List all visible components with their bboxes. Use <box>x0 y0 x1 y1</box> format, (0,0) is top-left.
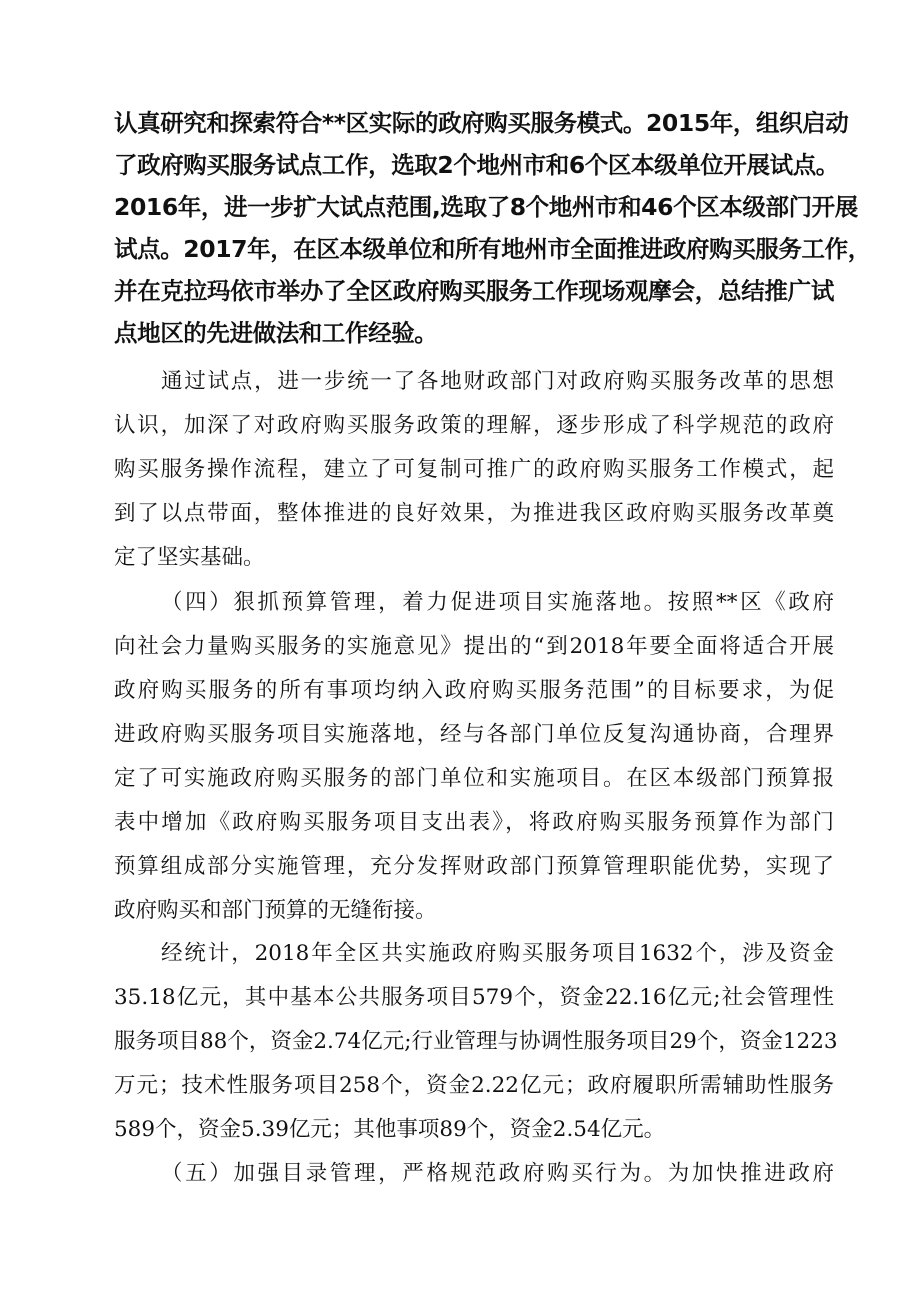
paragraph-4-line-2: 35.18亿元，其中基本公共服务项目579个，资金22.16亿元;社会管理性 <box>114 985 834 1010</box>
paragraph-5-line-1: （五）加强目录管理，严格规范政府购买行为。为加快推进政府 <box>161 1161 834 1186</box>
paragraph-3-line-8: 政府购买和部门预算的无缝衔接。 <box>114 898 437 923</box>
paragraph-4-line-1: 经统计，2018年全区共实施政府购买服务项目1632个，涉及资金 <box>161 941 834 966</box>
paragraph-1-line-6: 点地区的先进做法和工作经验。 <box>114 319 438 347</box>
paragraph-4-line-3: 服务项目88个，资金2.74亿元;行业管理与协调性服务项目29个，资金1223 <box>114 1029 838 1054</box>
paragraph-2-line-1: 通过试点，进一步统一了各地财政部门对政府购买服务改革的思想 <box>161 369 834 394</box>
paragraph-4-line-4: 万元；技术性服务项目258个，资金2.22亿元；政府履职所需辅助性服务 <box>114 1073 834 1098</box>
paragraph-3-line-6: 表中增加《政府购买服务项目支出表》，将政府购买服务预算作为部门 <box>114 810 834 835</box>
paragraph-3-line-7: 预算组成部分实施管理，充分发挥财政部门预算管理职能优势，实现了 <box>114 854 834 879</box>
paragraph-3-line-5: 定了可实施政府购买服务的部门单位和实施项目。在区本级部门预算报 <box>114 766 834 791</box>
paragraph-3-line-3: 政府购买服务的所有事项均纳入政府购买服务范围”的目标要求，为促 <box>114 678 834 703</box>
paragraph-2-line-5: 定了坚实基础。 <box>114 545 265 570</box>
paragraph-4-line-5: 589个，资金5.39亿元；其他事项89个，资金2.54亿元。 <box>114 1117 666 1142</box>
paragraph-3-line-4: 进政府购买服务项目实施落地，经与各部门单位反复沟通协商，合理界 <box>114 722 834 747</box>
paragraph-3-line-2: 向社会力量购买服务的实施意见》提出的“到2018年要全面将适合开展 <box>114 634 834 659</box>
paragraph-1-line-2: 了政府购买服务试点工作，选取2个地州市和6个区本级单位开展试点。 <box>114 151 839 179</box>
paragraph-3-line-1: （四）狠抓预算管理，着力促进项目实施落地。按照**区《政府 <box>161 590 834 615</box>
paragraph-1-line-1: 认真研究和探索符合**区实际的政府购买服务模式。2015年，组织启动 <box>114 109 849 137</box>
paragraph-1-line-5: 并在克拉玛依市举办了全区政府购买服务工作现场观摩会，总结推广试 <box>114 277 834 305</box>
paragraph-2-line-2: 认识，加深了对政府购买服务政策的理解，逐步形成了科学规范的政府 <box>114 413 834 438</box>
paragraph-1-line-3: 2016年，进一步扩大试点范围,选取了8个地州市和46个区本级部门开展 <box>114 193 858 221</box>
paragraph-2-line-3: 购买服务操作流程，建立了可复制可推广的政府购买服务工作模式，起 <box>114 457 834 482</box>
paragraph-1-line-4: 试点。2017年，在区本级单位和所有地州市全面推进政府购买服务工作， <box>114 235 871 263</box>
paragraph-2-line-4: 到了以点带面，整体推进的良好效果，为推进我区政府购买服务改革奠 <box>114 501 834 526</box>
